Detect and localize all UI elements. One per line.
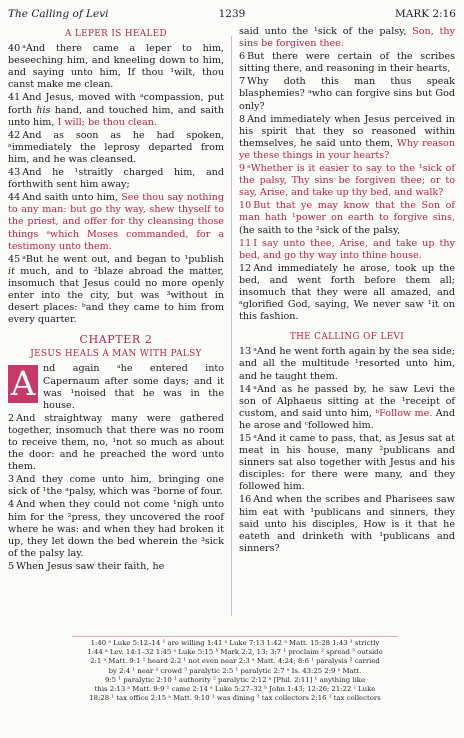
verse-1-43: 43 And he ¹straitly charged him, and forthwith sent him away; — [8, 167, 224, 191]
words-of-jesus: But that ye may know that the Son of man hath ¹power on earth to forgive sins, — [239, 200, 455, 224]
chapter-heading: CHAPTER 2 — [79, 333, 153, 347]
page-number: 1239 — [218, 8, 246, 20]
drop-cap: A — [8, 365, 38, 403]
verse-2-12: 12 And immediately he arose, took up the bed, and went forth before them all; insomuch that they were all amazed, and ᵃglorified God, saying, We never saw ¹it on this fashion. — [239, 262, 455, 323]
verse-2-9: 9 ᵃWhether is it easier to say to the ¹sick of the palsy, Thy sins be forgiven thee; or to say, Arise, and take up thy bed, and walk? — [239, 163, 455, 199]
verse-2-13: 13 ᵃAnd he went forth again by the sea side; and all the multitude ¹resorted unto him, and he taught them. — [239, 346, 455, 382]
words-of-jesus: ᵇFollow me. — [375, 407, 433, 419]
verse-2-15: 15 ᵃAnd it came to pass, that, as Jesus sat at meat in his house, many ²publicans and sinners sat also together with Jesus and his disciples: for there were many, and they followed him. — [239, 433, 455, 493]
words-of-jesus: I say unto thee, Arise, and take up thy bed, and go thy way into thine house. — [239, 237, 455, 261]
footnote-line: 2:1 ᵃ Matt. 9:1 ¹ heard 2:2 ¹ not even near 2:3 ᵃ Matt. 4:24; 8:6 ¹ paralysis ² carried — [90, 657, 380, 666]
verse-1-45: 45 ᵃBut he went out, and began to ¹publish it much, and to ²blaze abroad the matter, insomuch that Jesus could no more openly enter into the city, but was ³without in desert places: ᵇand they came to him from every quarter. — [8, 253, 224, 326]
words-of-jesus: See thou say nothing to any man: but go thy way, shew thyself to the priest, and offer for thy cleansing those things ᵃwhich Moses commanded, for a testimony unto them. — [8, 192, 224, 252]
verse-1-42: 42 And as soon as he had spoken, ᵃimmediately the leprosy departed from him, and he was cleansed. — [8, 129, 224, 165]
verse-2-14: 14 ᵃAnd as he passed by, he saw Levi the son of Alphaeus sitting at the ¹receipt of custom, and said unto him, ᵇFollow me. And he arose and ᶜfollowed him. — [239, 383, 455, 431]
verse-2-4: 4 And when they could not come ¹nigh unto him for the ²press, they uncovered the roof where he was: and when they had broken it up, they let down the bed wherein the ³sick of the palsy lay. — [8, 499, 224, 559]
footnotes — [72, 636, 398, 703]
section-heading-levi: THE CALLING OF LEVI — [289, 332, 405, 343]
column-divider — [231, 36, 232, 616]
verse-2-6: 6 But there were certain of the scribes sitting there, and reasoning in their hearts, — [239, 51, 455, 75]
verse-1-44: 44 And saith unto him, See thou say nothing to any man: but go thy way, shew thyself to the priest, and offer for thy cleansing those things ᵃwhich Moses commanded, for a testimony unto them. — [8, 192, 224, 252]
footnote-line: by 2:4 ¹ near ² crowd ³ paralytic 2:5 ¹ paralytic 2:7 ᵃ Is. 43:25 2:9 ᵃ Matt. — [108, 666, 362, 675]
footnote-line: 18:28 ¹ tax office 2:15 ᵃ Matt. 9:10 ¹ was dining ² tax collectors 2:16 ¹ tax collectors — [89, 694, 381, 703]
verse-2-16: 16 And when the scribes and Pharisees saw him eat with ¹publicans and sinners, they said unto his disciples, How is it that he eateth and drinketh with ¹publicans and sinners? — [239, 494, 455, 554]
verse-2-10: 10 But that ye may know that the Son of man hath ¹power on earth to forgive sins, (he saith to the ²sick of the palsy, — [239, 200, 455, 236]
footnote-line: 9:5 ¹ paralytic 2:10 ¹ authority ² paralytic 2:12 ᵃ [Phil. 2:11] ¹ anything like — [104, 675, 366, 684]
words-of-jesus: Son, thy sins be forgiven thee. — [239, 26, 455, 50]
page-header — [8, 8, 456, 26]
left-column — [8, 26, 224, 574]
footnote-line: 1:40 ᵃ Luke 5:12–14 ¹ are willing 1:41 ᵃ Luke 7:13 1:42 ᵃ Matt. 15:28 1:43 ¹ strictly — [90, 639, 380, 647]
footnote-line: this 2:13 ᵃ Matt. 9:9 ¹ came 2:14 ᵃ Luke 5:27–32 ᵇ John 1:43; 12:26; 21:22 ᶜ Luke — [94, 685, 376, 694]
verse-2-2: 2 And straightway many were gathered together, insomuch that there was no room to receive them, no, ¹not so much as about the door: and he preached the word unto them. — [8, 412, 224, 473]
words-of-jesus: ᵃWhether is it easier to say to the ¹sick of the palsy, Thy sins be forgiven thee; or to say, Arise, and take up thy bed, and walk? — [239, 163, 455, 199]
header-reference: MARK 2:16 — [394, 8, 456, 20]
verse-1-41: 41 And Jesus, moved with ᵃcompassion, put forth his hand, and touched him, and saith unto him, I will; be thou clean. — [8, 92, 224, 128]
header-section-title: The Calling of Levi — [8, 8, 109, 20]
verse-2-1: A nd again ᵃhe entered into Capernaum after some days; and it was ¹noised that he was in the house. — [8, 363, 224, 411]
right-column — [239, 26, 455, 556]
verse-2-11: 11 I say unto thee, Arise, and take up thy bed, and go thy way into thine house. — [239, 237, 455, 261]
verse-1-40: 40 ᵃAnd there came a leper to him, beseeching him, and kneeling down to him, and saying unto him, If thou ¹wilt, thou canst make me clean. — [8, 43, 224, 91]
section-heading-leper: A LEPER IS HEALED — [64, 29, 168, 39]
footnote-line: 1:44 ᵃ Lev. 14:1–32 1:45 ᵃ Luke 5:15 ᵇ Mark 2:2, 13; 3:7 ¹ proclaim ² spread ³ outside — [87, 648, 383, 657]
verse-2-3: 3 And they come unto him, bringing one sick of ¹the ᵃpalsy, which was ²borne of four. — [8, 474, 224, 498]
verse-2-8: 8 And immediately when Jesus perceived in his spirit that they so reasoned within themselves, he said unto them, Why reason ye these things in your hearts? — [239, 113, 456, 161]
words-of-jesus: Why reason ye these things in your hearts? — [239, 137, 456, 161]
verse-2-7: 7 Why doth this man thus speak blasphemies? ᵃwho can forgive sins but God only? — [239, 76, 455, 112]
words-of-jesus: I will; be thou clean. — [57, 116, 157, 128]
verse-2-5-start: 5 When Jesus saw their faith, he — [8, 560, 165, 572]
section-heading-palsy: JESUS HEALS A MAN WITH PALSY — [30, 349, 202, 360]
verse-2-5-cont: said unto the ¹sick of the palsy, Son, thy sins be forgiven thee. — [239, 26, 455, 50]
